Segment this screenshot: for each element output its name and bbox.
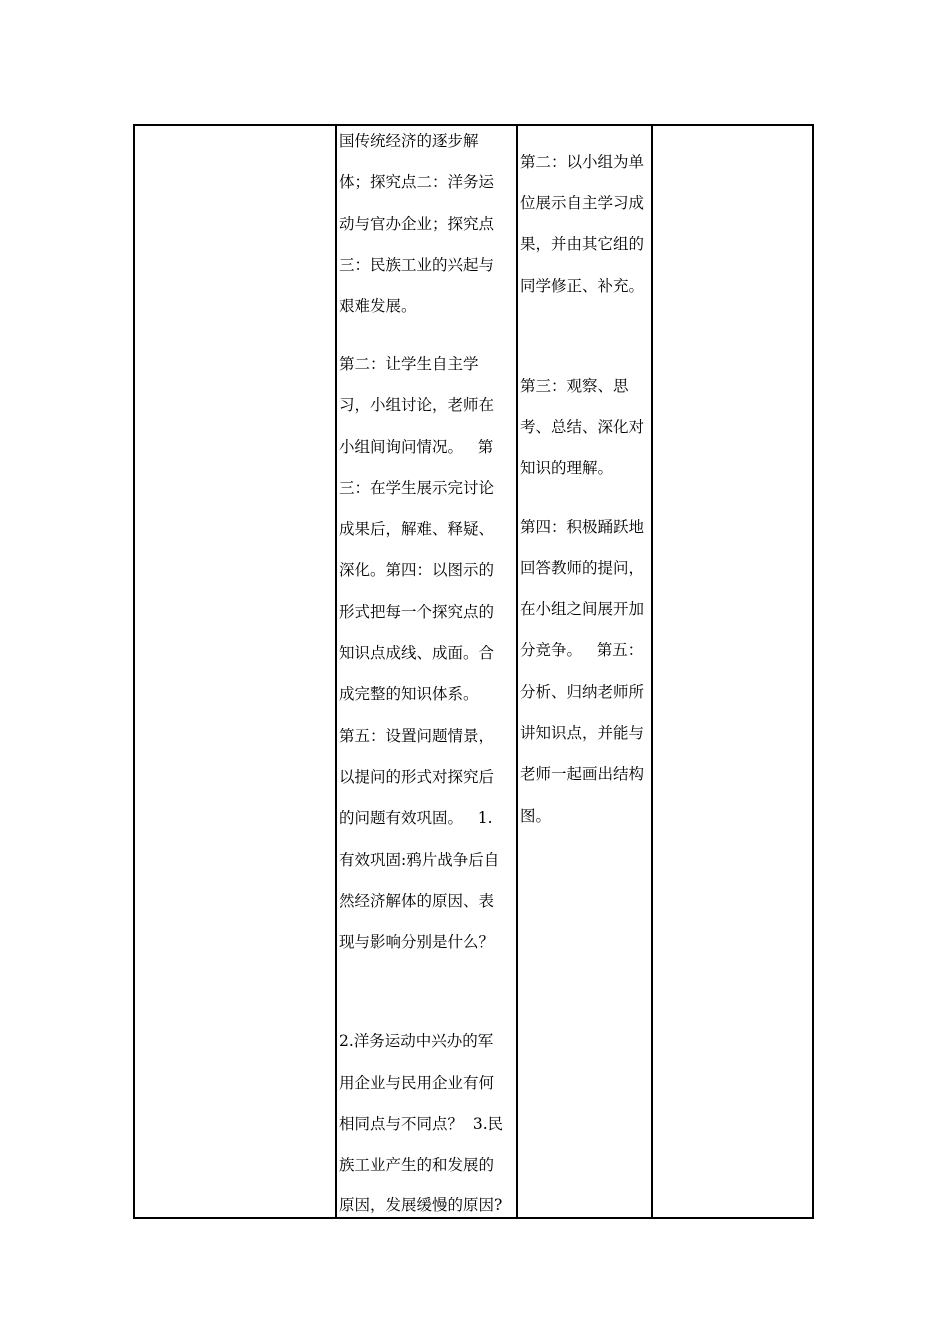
student-line: 知识的理解。 [520,459,614,477]
empty-cell-left [135,126,335,1217]
lesson-plan-table [133,124,814,1219]
teacher-line: 深化。第四：以图示的 [339,561,495,579]
student-line: 图。 [520,807,552,825]
student-line: 分竞争。 第五： [520,641,644,659]
teacher-line: 形式把每一个探究点的 [339,603,495,621]
student-line: 第三：观察、思 [520,377,629,395]
teacher-line: 以提问的形式对探究后 [339,768,495,786]
teacher-line: 成果后，解难、释疑、 [339,520,495,538]
teacher-line: 现与影响分别是什么？ [339,933,495,951]
teacher-line: 用企业与民用企业有何 [339,1074,495,1092]
column-divider-2 [516,124,518,1219]
student-line: 第四：积极踊跃地 [520,518,645,536]
empty-cell-right [653,126,812,1217]
teacher-line: 成完整的知识体系。 [339,685,479,703]
student-line: 回答教师的提问， [520,559,645,577]
column-divider-1 [335,124,337,1219]
student-line: 考、总结、深化对 [520,418,645,436]
student-line: 分析、归纳老师所 [520,683,645,701]
teacher-line: 2.洋务运动中兴办的军 [339,1032,494,1050]
table-border-right [812,124,814,1219]
teacher-line: 知识点成线、成面。合 [339,644,495,662]
teacher-line: 原因，发展缓慢的原因? [339,1196,503,1214]
teacher-line: 体；探究点二：洋务运 [339,173,495,191]
student-activity-cell [519,126,651,1217]
student-line: 同学修正、补充。 [520,277,645,295]
teacher-line: 习，小组讨论，老师在 [339,396,495,414]
teacher-line: 三：在学生展示完讨论 [339,479,495,497]
teacher-line: 有效巩固:鸦片战争后自 [339,851,500,869]
teacher-line: 动与官办企业；探究点 [339,215,495,233]
student-line: 果，并由其它组的 [520,235,645,253]
teacher-activity-cell [338,126,516,1217]
teacher-line: 相同点与不同点？ 3.民 [339,1115,504,1133]
student-line: 老师一起画出结构 [520,765,645,783]
teacher-line: 然经济解体的原因、表 [339,892,495,910]
teacher-line: 国传统经济的逐步解 [339,132,479,150]
teacher-line: 三：民族工业的兴起与 [339,256,495,274]
student-line: 位展示自主学习成 [520,194,645,212]
teacher-line: 第五：设置问题情景， [339,727,495,745]
teacher-line: 小组间询问情况。 第 [339,438,494,456]
teacher-line: 族工业产生的和发展的 [339,1156,495,1174]
table-border-bottom [133,1217,814,1219]
teacher-line: 的问题有效巩固。 1. [339,809,493,827]
teacher-line: 艰难发展。 [339,297,417,315]
student-line: 讲知识点，并能与 [520,724,645,742]
student-line: 第二：以小组为单 [520,153,645,171]
teacher-line: 第二：让学生自主学 [339,355,479,373]
student-line: 在小组之间展开加 [520,600,645,618]
